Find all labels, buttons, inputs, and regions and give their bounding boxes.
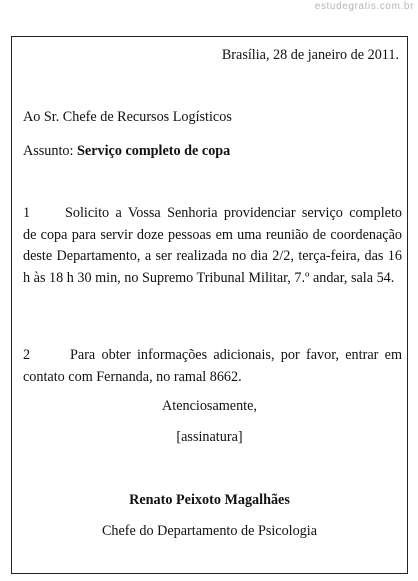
paragraph-2	[23, 345, 402, 388]
subject-line	[23, 143, 230, 160]
dateline: Brasília, 28 de janeiro de 2011.	[221, 47, 399, 63]
paragraph-number: 1	[23, 205, 31, 221]
signature-placeholder: [assinatura]	[176, 429, 243, 445]
recipient-line: Ao Sr. Chefe de Recursos Logísticos	[23, 109, 232, 125]
subject-text: Serviço completo de copa	[77, 143, 231, 159]
closing-line: Atenciosamente,	[162, 398, 257, 414]
signer-name: Renato Peixoto Magalhães	[129, 492, 290, 508]
paragraph-text: Solicito a Vossa Senhoria providenciar serviço completo de copa para servir doze pessoas em uma reunião de coordenação deste Departamento, a ser realizada no dia 2/2, terça-feira, das 16 h às 18 h 30 min, no Supremo Tribunal Militar, 7.º andar, sala 54.	[23, 205, 402, 286]
paragraph-text: Para obter informações adicionais, por favor, entrar em contato com Fernanda, no ramal 8662.	[23, 347, 402, 385]
memo-document	[11, 36, 408, 574]
signer-title: Chefe do Departamento de Psicologia	[101, 523, 318, 539]
paragraph-1	[23, 203, 402, 289]
watermark-text: estudegratis.com.br	[314, 1, 414, 12]
subject-label: Assunto:	[23, 143, 74, 159]
paragraph-number: 2	[23, 347, 31, 363]
